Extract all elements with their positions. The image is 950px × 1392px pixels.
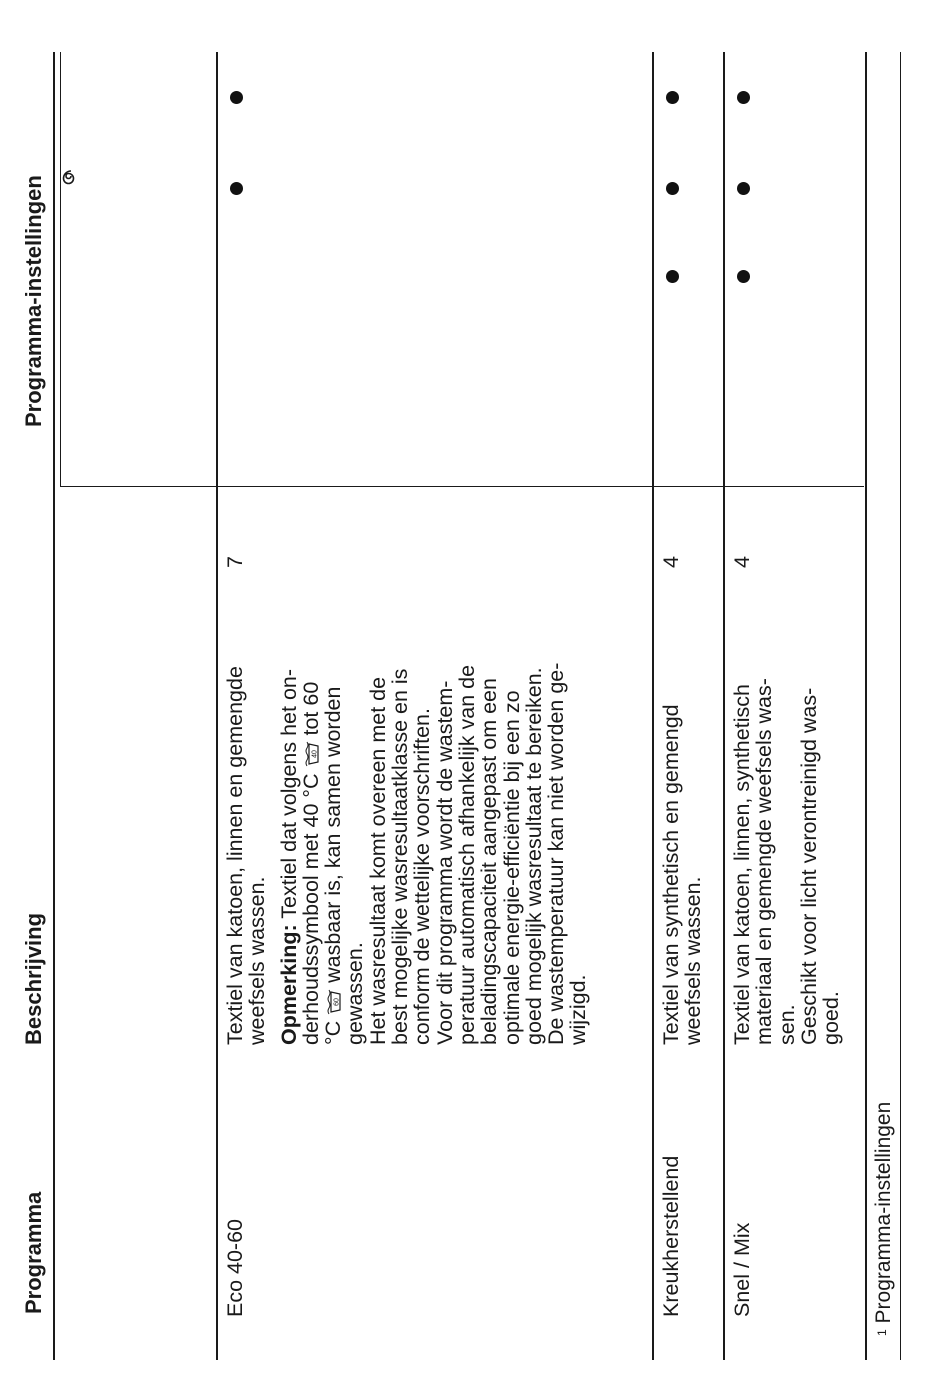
note-line [322,663,344,1045]
footnote-text: Programma-instellingen [872,1101,895,1324]
description-line: weefsels wassen. [245,876,270,1045]
care-60-label: 60 [333,997,341,1006]
table-bottom-divider [865,52,867,1360]
wash-40-care-icon [301,742,319,768]
settings-subheader-divider [60,52,61,487]
note-line: gewassen. [343,942,368,1045]
description-line: wijzigd. [566,974,591,1045]
program-value: 7 [223,556,247,568]
program-value: 4 [659,556,683,568]
description-line: Textiel van katoen, linnen en gemengde [223,666,247,1045]
note-text: wasbaar is, kan samen worden [321,686,346,983]
note-label: Opmerking: [276,924,301,1045]
note-text: derhoudssymbool met 40 °C [298,773,323,1045]
setting-bullet [230,182,243,195]
description-line: best mogelijke wasresultaatklasse en is [388,668,413,1045]
description-line: Geschikt voor licht verontreinigd was- [796,687,821,1045]
description-line: beladingscapaciteit aangepast om een [477,678,502,1045]
setting-bullet [230,91,243,104]
program-description [660,704,705,1045]
program-name: Eco 40-60 [223,1218,247,1317]
setting-bullet [737,91,750,104]
header-top-divider [53,52,55,1360]
wash-60-care-icon [323,989,341,1015]
settings-column-divider [60,486,864,487]
description-line: Voor dit programma wordt de wastem- [432,680,457,1045]
program-description [731,678,842,1045]
description-line: Textiel van synthetisch en gemengd [659,704,683,1045]
footnote-bottom-line [900,52,901,1360]
header-programma-instellingen: Programma-instellingen [21,175,46,427]
header-beschrijving: Beschrijving [21,912,46,1045]
setting-bullet [737,270,750,283]
row-divider-3 [723,52,725,1360]
note-text: °C [321,1020,346,1045]
program-description [224,663,590,1045]
footnote-marker: 1 [875,1329,889,1336]
description-line: peratuur automatisch afhankelijk van de [454,664,479,1045]
description-line: goed. [819,991,844,1045]
description-line: conform de wettelijke voorschriften. [410,708,435,1045]
row-divider-2 [652,52,654,1360]
setting-bullet [666,182,679,195]
setting-bullet [737,182,750,195]
description-line: sen. [774,1004,799,1045]
program-value: 4 [730,556,754,568]
program-name: Kreukherstellend [659,1155,683,1317]
description-line: optimale energie-efficiëntie bij een zo [499,690,524,1045]
program-name: Snel / Mix [730,1222,754,1317]
note-text: Textiel dat volgens het on- [276,668,301,919]
setting-bullet [666,91,679,104]
row-divider-1 [216,52,218,1360]
footnote [872,1102,896,1336]
note-line [278,663,300,1045]
care-40-label: 40 [311,750,319,759]
description-line: De wastemperatuur kan niet worden ge- [544,662,569,1045]
setting-bullet [666,270,679,283]
description-line: weefsels wassen. [681,876,706,1045]
note-line [300,663,322,1045]
note-text: tot 60 [298,681,323,736]
description-line: Textiel van katoen, linnen, synthetisch [730,684,754,1045]
description-line: goed mogelijk wasresultaat te bereiken. [521,667,546,1045]
spin-swirl-icon [60,165,82,187]
header-programma: Programma [21,1191,46,1314]
description-line: materiaal en gemengde weefsels was- [752,678,777,1045]
description-line: Het wasresultaat komt overeen met de [365,676,390,1045]
